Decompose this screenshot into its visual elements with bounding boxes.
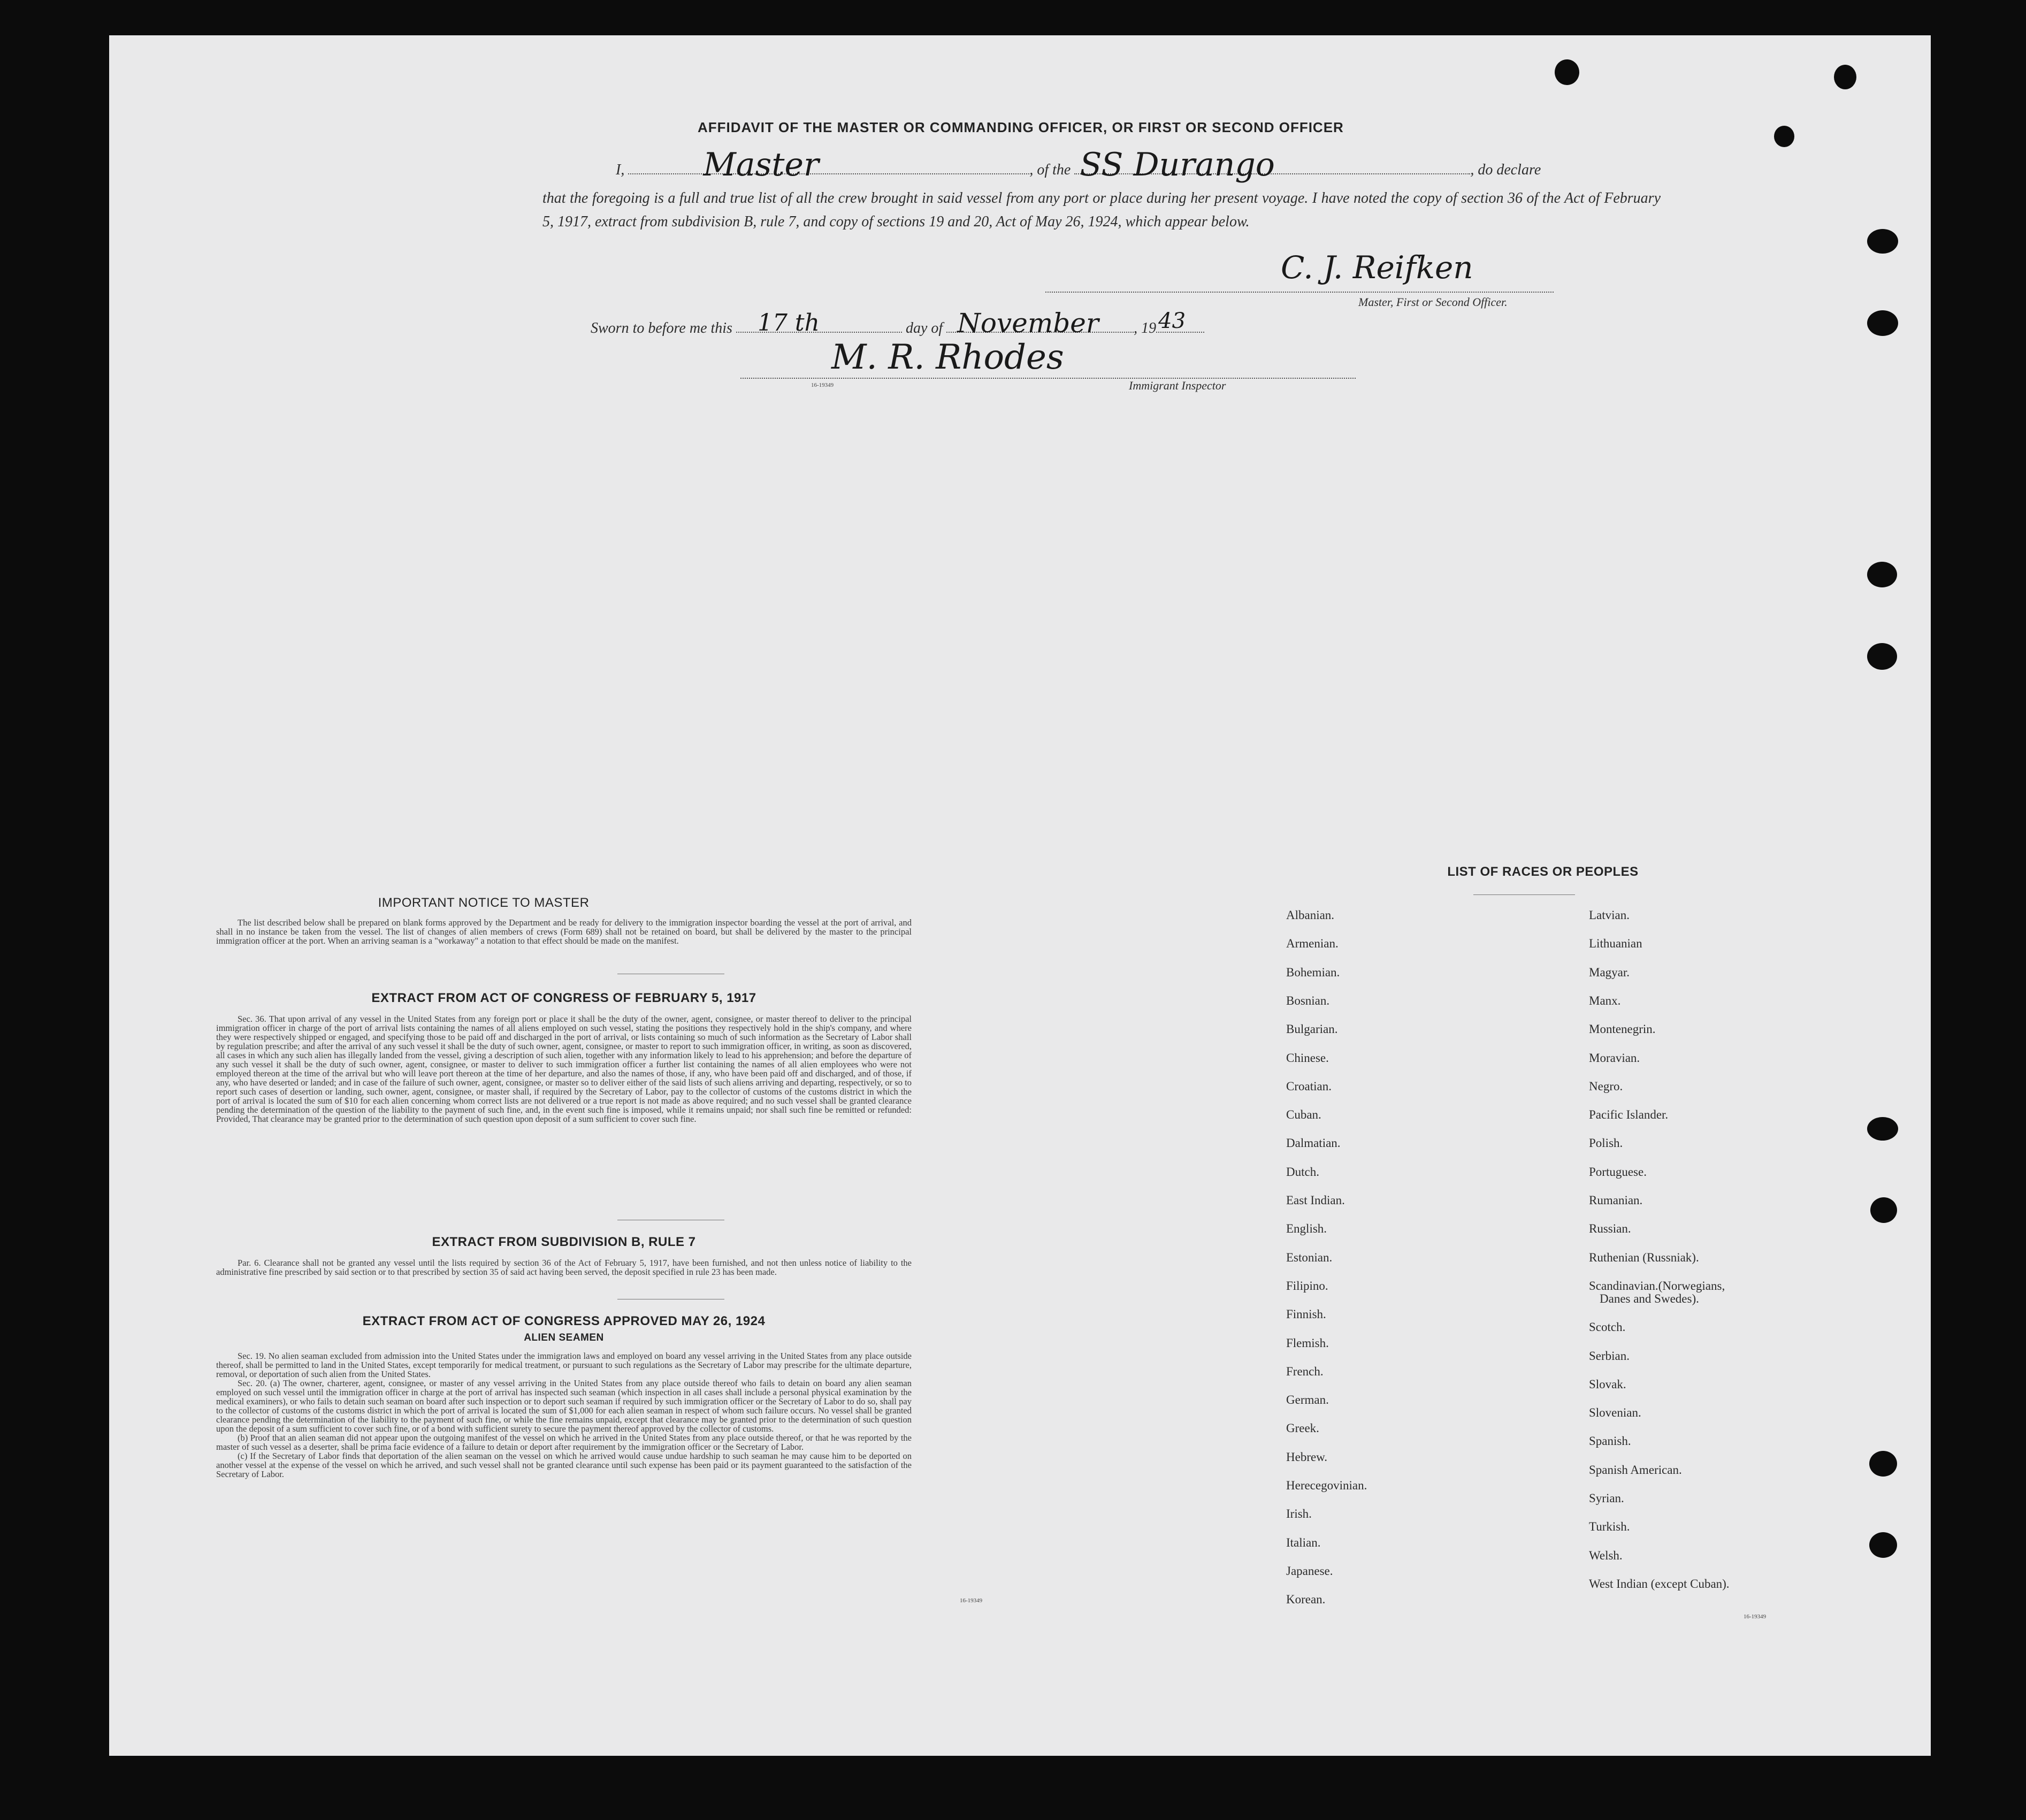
race-item: Albanian. [1286,908,1335,922]
officer-title-handwriting: Master [703,146,819,183]
race-item: Slovenian. [1589,1406,1641,1420]
race-item: Bosnian. [1286,993,1330,1007]
race-item: English. [1286,1222,1327,1236]
race-item: Latvian. [1589,908,1630,922]
inspector-signature: M. R. Rhodes [831,338,1064,377]
alien-seamen-subheading: ALIEN SEAMEN [524,1332,604,1343]
sec-20b-text: (b) Proof that an alien seaman did not appear upon the outgoing manifest of the vessel on which he arrived in the United States from any place outside thereof, or that he was reported by the master of such vessel as a deserter, shall be prima facie evidence of a failure to detain or deport after requirement by the immigration officer or the Secretary of Labor. [216,1433,912,1452]
year-field [1156,309,1204,333]
punch-hole [1867,1117,1898,1141]
races-divider [1473,894,1575,895]
race-item: Spanish. [1589,1434,1631,1448]
race-item: Danes and Swedes). [1600,1291,1699,1305]
sworn-label: Sworn to before me this [591,320,732,337]
race-item: Herecegovinian. [1286,1479,1367,1492]
race-item: Rumanian. [1589,1194,1643,1207]
race-item: Ruthenian (Russniak). [1589,1250,1699,1264]
race-item: Filipino. [1286,1279,1328,1293]
race-item: Dutch. [1286,1165,1319,1179]
affidavit-declaration-line [580,146,1666,183]
sec-20a-text: Sec. 20. (a) The owner, charterer, agent, consignee, or master of any vessel arriving in the United States from any place outside thereof who fails to detain on board any alien seaman employed on such vessel until the immigration officer in charge at the port of arrival has inspected such seaman (which inspection in all cases shall include a personal physical examination by the medical examiners), or who fails to detain such seaman on board after such inspection or to deport such seaman if required by such immigration officer or the Secretary of Labor to do so, shall pay to the collector of customs of the customs district in which the port of arrival is located the sum of $1,000 for each alien seaman in respect of whom such failure occurs. No vessel shall be granted clearance pending the determination of the liability to the payment of such fine, or while the fine remains unpaid, except that clearance may be granted prior to the determination of such question upon the deposit of a sum sufficient to cover such fine, or of a bond with sufficient surety to secure the payment thereof approved by the collector of customs. [216,1378,912,1434]
race-item: Finnish. [1286,1307,1326,1321]
master-signature-line [1045,289,1554,293]
race-item: Negro. [1589,1079,1623,1093]
extract-rule7-heading: EXTRACT FROM SUBDIVISION B, RULE 7 [432,1235,696,1249]
race-item: Italian. [1286,1535,1321,1549]
race-item: Welsh. [1589,1548,1623,1562]
extract-1924-heading: EXTRACT FROM ACT OF CONGRESS APPROVED MAY 26, 1924 [362,1314,766,1328]
master-signature-caption: Master, First or Second Officer. [1358,295,1508,309]
sec-20c-text: (c) If the Secretary of Labor finds that deportation of the alien seaman on the vessel on which he arrived would cause undue hardship to such seaman he may cause him to be deported on another vessel at the expense of the vessel on which he arrived, and such vessel shall not be granted clearance until such expense has been paid or its payment guaranteed to the satisfaction of the Secretary of Labor. [216,1451,912,1479]
race-item: Serbian. [1589,1349,1630,1363]
notice-heading: IMPORTANT NOTICE TO MASTER [378,896,590,910]
race-item: West Indian (except Cuban). [1589,1577,1730,1590]
punch-hole [1774,126,1794,147]
affidavit-body: that the foregoing is a full and true list of all the crew brought in said vessel from any port or place during her present voyage. I have noted the copy of section 36 of the Act of February 5, 1917, extract from subdivision B, rule 7, and copy of sections 19 and 20, Act of May 26, 1924, which appear below. [542,190,1661,230]
race-item: French. [1286,1364,1324,1378]
punch-hole [1867,229,1898,254]
officer-title-field [628,146,1029,183]
do-declare-label: , do declare [1470,162,1541,178]
extract-1924-body [216,1351,912,1479]
race-item: Turkish. [1589,1520,1630,1534]
race-item: Manx. [1589,993,1621,1007]
race-item: Russian. [1589,1222,1631,1236]
notice-text: The list described below shall be prepared on blank forms approved by the Department and be ready for delivery to the immigration inspector boarding the vessel at the port of arrival, and shall in no instance be taken from the vessel. The list of changes of alien members of crews (Form 689) shall not be retained on board, but shall be delivered by the master to the principal immigration officer at the port. When an arriving seaman is a "workaway" a notation to that effect should be made on the manifest. [216,917,912,946]
i-label: I, [616,162,625,178]
race-item: Japanese. [1286,1564,1333,1578]
sworn-day-field [736,309,902,337]
sworn-day-handwriting: 17 th [757,309,820,337]
punch-hole [1834,65,1856,89]
extract-1917-heading: EXTRACT FROM ACT OF CONGRESS OF FEBRUARY 5, 1917 [371,991,756,1005]
inspector-signature-line [740,376,1356,379]
day-of-label: day of [905,320,943,337]
sworn-month-field [946,308,1134,339]
race-item: East Indian. [1286,1194,1345,1207]
race-item: Armenian. [1286,937,1339,951]
race-item: Croatian. [1286,1079,1332,1093]
race-item: Slovak. [1589,1377,1626,1391]
punch-hole [1867,562,1897,587]
affidavit-heading: AFFIDAVIT OF THE MASTER OR COMMANDING OFFICER, OR FIRST OR SECOND OFFICER [698,119,1344,135]
year-handwriting: 43 [1158,309,1186,333]
race-item: Lithuanian [1589,937,1642,951]
race-item: Flemish. [1286,1336,1329,1350]
document-page [109,35,1931,1756]
master-signature: C. J. Reifken [1281,249,1473,286]
races-heading: LIST OF RACES OR PEOPLES [1447,865,1639,879]
extract-rule7-text: Par. 6. Clearance shall not be granted any vessel until the lists required by section 36 of the Act of February 5, 1917, have been furnished, and not then unless notice of liability to the administrative fine prescribed by said section or to that prescribed by section 35 of said act having been served, the deposit specified in rule 23 has been made. [216,1258,912,1277]
race-item: Chinese. [1286,1051,1329,1065]
race-item: Korean. [1286,1593,1326,1607]
vessel-name-handwriting: SS Durango [1080,146,1275,183]
race-item: Pacific Islander. [1589,1108,1669,1122]
sworn-line [591,308,1340,340]
punch-hole [1867,310,1898,336]
inspector-caption: Immigrant Inspector [1129,379,1226,392]
sworn-month-handwriting: November [957,308,1099,339]
race-item: Bohemian. [1286,965,1340,979]
race-item: Spanish American. [1589,1463,1682,1477]
year-prefix: , 19 [1134,320,1157,337]
race-item: Syrian. [1589,1492,1624,1505]
race-item: Bulgarian. [1286,1022,1338,1036]
race-item: Montenegrin. [1589,1022,1656,1036]
vessel-name-field [1074,146,1470,183]
race-item: Estonian. [1286,1250,1333,1264]
races-form-number: 16-19349 [1744,1613,1767,1620]
sec-19-text: Sec. 19. No alien seaman excluded from admission into the United States under the immigration laws and employed on board any vessel arriving in the United States from any place outside thereof, shall be permitted to land in the United States, except temporarily for medical treatment, or pursuant to such regulations as the Secretary of Labor may prescribe for the ultimate departure, removal, or deportation of such alien from the United States. [216,1351,912,1379]
race-item: Magyar. [1589,965,1630,979]
race-item: Cuban. [1286,1108,1321,1122]
race-item: Greek. [1286,1421,1319,1435]
race-item: Scandinavian.(Norwegians, [1589,1279,1725,1293]
race-item: Irish. [1286,1507,1312,1521]
punch-hole [1555,59,1579,85]
race-item: Moravian. [1589,1051,1640,1065]
race-item: Hebrew. [1286,1450,1328,1464]
punch-hole [1870,1197,1897,1223]
affidavit-form-number: 16-19349 [811,382,834,388]
race-item: Portuguese. [1589,1165,1647,1179]
extract-form-number: 16-19349 [960,1597,983,1604]
punch-hole [1869,1532,1897,1558]
extract-1917-text: Sec. 36. That upon arrival of any vessel in the United States from any foreign port or place it shall be the duty of the owner, agent, consignee, or master thereof to deliver to the principal immigration officer in charge of the port of arrival lists containing the names of all aliens employed on such vessel, stating the positions they respectively hold in the ship's company, and where they were respectively shipped or engaged, and specifying those to be paid off and discharged in the port of arrival, or lists containing so much of such information as the Secretary of Labor shall by regulation prescribe; and after the arrival of any such vessel it shall be the duty of such owner, agent, consignee, or master to report to such immigration officer, in writing, as soon as discovered, all cases in which any such alien has illegally landed from the vessel, giving a description of such alien, together with any information likely to lead to his apprehension; and before the departure of any such vessel it shall be the duty of such owner, agent, consignee, or master to deliver to such immigration officer a further list containing the names of all alien employees who were not employed thereon at the time of the arrival but who will leave port thereon at the time of her departure, and also the names of those, if any, who have been paid off and discharged, and of those, if any, who have deserted or landed; and in case of the failure of such owner, agent, consignee, or master so to deliver either of the said lists of such aliens arriving and departing, respectively, or so to report such cases of desertion or landing, such owner, agent, consignee, or master shall, if required by the Secretary of Labor, pay to the collector of customs of the customs district in which the port of arrival is located the sum of $10 for each alien concerning whom correct lists are not delivered or a true report is not made as above required; and no such vessel shall be granted clearance pending the determination of the question of the liability to the payment of such fine, and, in the event such fine is imposed, while it remains unpaid; nor shall such fine be remitted or refunded: Provided, That clearance may be granted prior to the determination of such question upon deposit of a sum sufficient to cover such fine. [216,1014,912,1124]
race-item: German. [1286,1393,1329,1407]
punch-hole [1867,643,1897,670]
race-item: Dalmatian. [1286,1136,1341,1150]
of-the-label: , of the [1029,162,1071,178]
race-item: Polish. [1589,1136,1623,1150]
punch-hole [1869,1451,1897,1477]
race-item: Scotch. [1589,1320,1626,1334]
